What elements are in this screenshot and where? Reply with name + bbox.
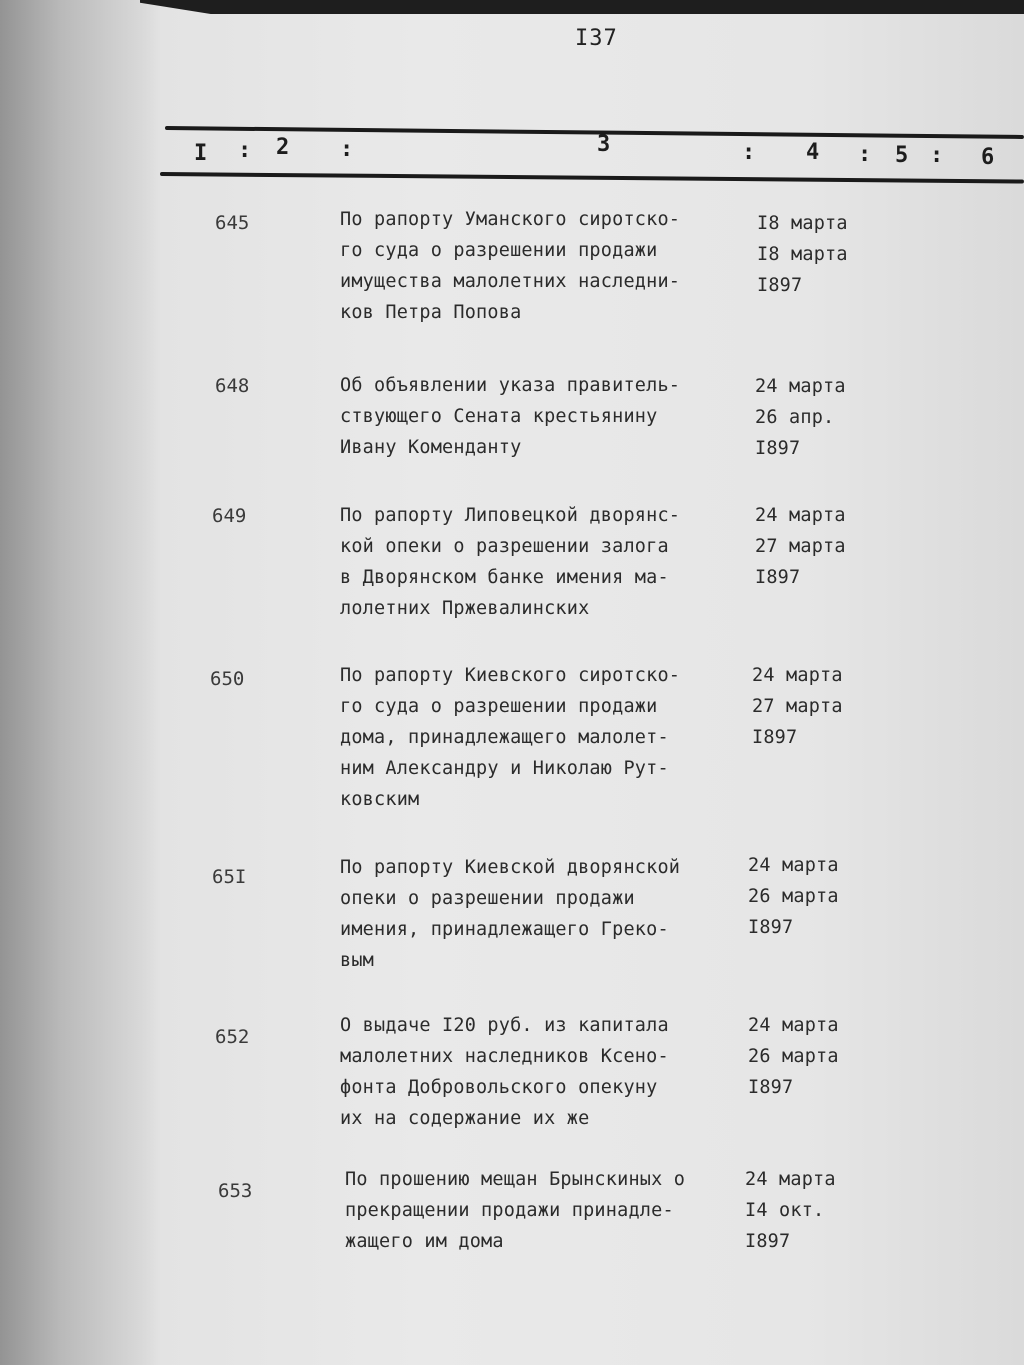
- description-line: в Дворянском банке имения ма-: [340, 567, 669, 588]
- record-dates: [755, 500, 846, 593]
- description-line: По рапорту Липовецкой дворянс-: [340, 505, 681, 526]
- description-line: По рапорту Киевской дворянской: [340, 857, 681, 878]
- start-date: I8 марта: [757, 213, 848, 234]
- description-line: ковским: [340, 789, 420, 810]
- record-dates: [748, 1010, 839, 1103]
- year: I897: [755, 567, 801, 588]
- record-description: [340, 370, 680, 463]
- description-line: жащего им дома: [345, 1231, 504, 1252]
- page-gutter-shadow: [0, 0, 160, 1365]
- start-date: 24 марта: [748, 855, 839, 876]
- column-2-heading: 2: [276, 135, 290, 160]
- description-line: опеки о разрешении продажи: [340, 888, 635, 909]
- record-number: 65I: [212, 866, 247, 888]
- end-date: I8 марта: [757, 244, 848, 265]
- column-separator: :: [858, 142, 872, 167]
- description-line: ков Петра Попова: [340, 302, 522, 323]
- year: I897: [752, 727, 798, 748]
- record-number: 652: [215, 1026, 250, 1048]
- end-date: 27 марта: [755, 536, 846, 557]
- record-number: 653: [218, 1180, 253, 1202]
- start-date: 24 марта: [745, 1169, 836, 1190]
- page-number: I37: [575, 26, 618, 51]
- record-number: 645: [215, 212, 250, 234]
- description-line: имущества малолетних наследни-: [340, 271, 681, 292]
- description-line: Ивану Коменданту: [340, 437, 522, 458]
- column-5-heading: 5: [895, 143, 909, 168]
- record-description: [340, 852, 680, 976]
- record-dates: [757, 208, 848, 301]
- end-date: 26 апр.: [755, 407, 835, 428]
- description-line: По прошению мещан Брынскиных о: [345, 1169, 686, 1190]
- description-line: ним Александру и Николаю Рут-: [340, 758, 669, 779]
- record-description: [340, 660, 680, 815]
- record-number: 648: [215, 375, 250, 397]
- end-date: I4 окт.: [745, 1200, 825, 1221]
- column-4-heading: 4: [806, 140, 820, 165]
- description-line: фонта Добровольского опекуну: [340, 1077, 658, 1098]
- column-separator: :: [930, 143, 944, 168]
- column-1-heading: I: [194, 141, 208, 166]
- record-number: 649: [212, 505, 247, 527]
- start-date: 24 марта: [748, 1015, 839, 1036]
- description-line: имения, принадлежащего Греко-: [340, 919, 669, 940]
- description-line: ствующего Сената крестьянину: [340, 406, 658, 427]
- column-6-heading: 6: [981, 145, 995, 170]
- top-edge-shadow: [140, 0, 1024, 14]
- record-number: 650: [210, 668, 245, 690]
- start-date: 24 марта: [755, 505, 846, 526]
- description-line: По рапорту Киевского сиротско-: [340, 665, 681, 686]
- start-date: 24 марта: [752, 665, 843, 686]
- end-date: 26 марта: [748, 1046, 839, 1067]
- description-line: их на содержание их же: [340, 1108, 590, 1129]
- description-line: Об объявлении указа правитель-: [340, 375, 681, 396]
- description-line: дома, принадлежащего малолет-: [340, 727, 669, 748]
- description-line: О выдаче I20 руб. из капитала: [340, 1015, 669, 1036]
- end-date: 26 марта: [748, 886, 839, 907]
- description-line: лолетних Пржевалинских: [340, 598, 590, 619]
- description-line: го суда о разрешении продажи: [340, 696, 658, 717]
- record-dates: [752, 660, 843, 753]
- year: I897: [757, 275, 803, 296]
- column-separator: :: [238, 138, 252, 163]
- record-description: [340, 500, 680, 624]
- year: I897: [748, 917, 794, 938]
- year: I897: [748, 1077, 794, 1098]
- column-separator: :: [340, 137, 354, 162]
- record-dates: [748, 850, 839, 943]
- description-line: По рапорту Уманского сиротско-: [340, 209, 681, 230]
- description-line: вым: [340, 950, 375, 971]
- end-date: 27 марта: [752, 696, 843, 717]
- start-date: 24 марта: [755, 376, 846, 397]
- description-line: прекращении продажи принадле-: [345, 1200, 674, 1221]
- description-line: малолетних наследников Ксено-: [340, 1046, 669, 1067]
- record-description: [340, 204, 680, 328]
- column-3-heading: 3: [597, 132, 611, 157]
- description-line: го суда о разрешении продажи: [340, 240, 658, 261]
- year: I897: [755, 438, 801, 459]
- record-description: [345, 1164, 685, 1257]
- record-dates: [745, 1164, 836, 1257]
- record-description: [340, 1010, 669, 1134]
- description-line: кой опеки о разрешении залога: [340, 536, 669, 557]
- column-separator: :: [742, 140, 756, 165]
- record-dates: [755, 371, 846, 464]
- year: I897: [745, 1231, 791, 1252]
